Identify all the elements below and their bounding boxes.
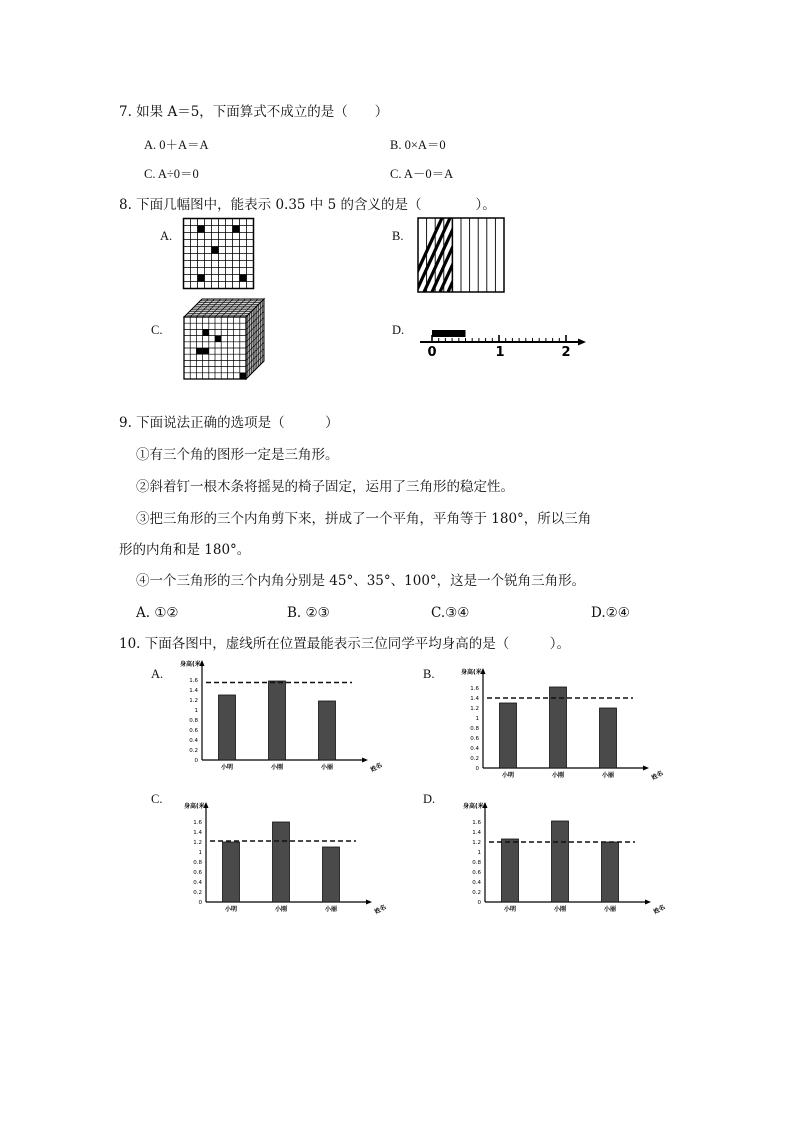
y-tick-label: 1.4 <box>189 688 198 694</box>
shaded-square <box>198 226 205 233</box>
y-tick-label: 1.4 <box>472 830 481 836</box>
y-tick-label: 1.2 <box>470 706 479 712</box>
x-axis-arrow <box>643 766 649 771</box>
y-tick-label: 0.2 <box>189 748 198 754</box>
y-tick-label: 0.4 <box>472 880 481 886</box>
q7-option-b[interactable]: B. 0×A＝0 <box>390 138 446 152</box>
height-bar-chart-c <box>176 798 388 916</box>
y-tick-label: 1.6 <box>472 820 481 826</box>
x-axis-label: 姓名 <box>373 903 388 916</box>
x-category-label: 小丽 <box>324 906 338 913</box>
q9-statement-1: ①有三个角的图形一定是三角形。 <box>136 447 339 463</box>
y-tick-label: 1.4 <box>193 830 202 836</box>
bar-小丽 <box>600 708 617 768</box>
shaded-cube <box>196 348 202 354</box>
q9-option-c[interactable]: C.③④ <box>431 605 470 621</box>
q9-statement-2: ②斜着钉一根木条将摇晃的椅子固定，运用了三角形的稳定性。 <box>136 479 514 495</box>
y-tick-label: 1 <box>194 708 198 714</box>
bar-小刚 <box>273 822 290 902</box>
x-category-label: 小明 <box>220 764 234 771</box>
q8-option-d-label[interactable]: D. <box>392 323 405 337</box>
y-tick-label: 0.8 <box>193 860 202 866</box>
shaded-cube <box>240 373 246 379</box>
y-axis-label: 身高(米) <box>184 803 208 810</box>
q10-option-a-label[interactable]: A. <box>151 667 164 681</box>
y-tick-label: 0 <box>198 900 202 906</box>
q9-option-a[interactable]: A. ①② <box>136 605 179 621</box>
bar-小丽 <box>602 842 619 902</box>
q10-option-b-label[interactable]: B. <box>423 667 435 681</box>
y-axis-label: 身高(米) <box>180 661 204 668</box>
shaded-square <box>198 275 205 282</box>
x-axis-arrow <box>645 900 651 905</box>
q7-stem: 7. 如果 A＝5，下面算式不成立的是（ ） <box>119 104 389 120</box>
x-category-label: 小明 <box>503 906 517 913</box>
q9-statement-3-cont: 形的内角和是 180°。 <box>119 542 251 558</box>
y-tick-label: 0.8 <box>189 718 198 724</box>
y-tick-label: 0.4 <box>193 880 202 886</box>
y-axis-label: 身高(米) <box>461 669 485 676</box>
numberline-tick-0: 0 <box>427 345 437 360</box>
q9-statement-4: ④一个三角形的三个内角分别是 45°、35°、100°，这是一个锐角三角形。 <box>136 573 586 589</box>
q9-option-b[interactable]: B. ②③ <box>287 605 330 621</box>
y-tick-label: 0.2 <box>472 890 481 896</box>
x-category-label: 小丽 <box>601 772 615 779</box>
q8-option-b-label[interactable]: B. <box>392 229 404 243</box>
y-tick-label: 1.6 <box>189 678 198 684</box>
q8-option-c-label[interactable]: C. <box>151 323 163 337</box>
y-tick-label: 0.6 <box>193 870 202 876</box>
y-tick-label: 1.4 <box>470 696 479 702</box>
x-axis-arrow <box>366 900 372 905</box>
y-tick-label: 0.2 <box>193 890 202 896</box>
x-category-label: 小丽 <box>320 764 334 771</box>
y-tick-label: 1 <box>198 850 202 856</box>
q9-stem: 9. 下面说法正确的选项是（ ） <box>119 415 339 431</box>
height-bar-chart-b <box>453 664 665 782</box>
y-tick-label: 0.4 <box>470 746 479 752</box>
shaded-cube <box>203 348 209 354</box>
shaded-segment <box>432 330 466 337</box>
y-tick-label: 0 <box>477 900 481 906</box>
q10-option-c-label[interactable]: C. <box>151 792 163 806</box>
shaded-square <box>240 275 247 282</box>
x-category-label: 小明 <box>224 906 238 913</box>
y-tick-label: 0.8 <box>472 860 481 866</box>
q7-option-c[interactable]: C. A÷0＝0 <box>144 167 199 181</box>
number-line-figure <box>416 320 586 360</box>
bar-小明 <box>219 695 236 760</box>
x-category-label: 小丽 <box>603 906 617 913</box>
y-tick-label: 1 <box>475 716 479 722</box>
q7-option-d[interactable]: C. A－0＝A <box>390 167 454 181</box>
y-tick-label: 0 <box>194 758 198 764</box>
y-tick-label: 1.6 <box>470 686 479 692</box>
x-category-label: 小刚 <box>274 906 288 913</box>
x-axis-label: 姓名 <box>369 761 384 774</box>
y-tick-label: 1.2 <box>193 840 202 846</box>
y-tick-label: 0.2 <box>470 756 479 762</box>
shaded-cube <box>215 336 221 342</box>
thousand-cube-figure <box>182 297 267 383</box>
shaded-square <box>233 226 240 233</box>
height-bar-chart-a <box>172 656 384 774</box>
q9-statement-3: ③把三角形的三个内角剪下来，拼成了一个平角，平角等于 180°，所以三角 <box>136 511 592 527</box>
y-tick-label: 0.6 <box>472 870 481 876</box>
y-tick-label: 0 <box>475 766 479 772</box>
y-tick-label: 0.6 <box>470 736 479 742</box>
bar-小刚 <box>269 681 286 760</box>
q8-stem: 8. 下面几幅图中，能表示 0.35 中 5 的含义的是（ ）。 <box>119 197 496 213</box>
x-category-label: 小刚 <box>551 772 565 779</box>
q7-option-a[interactable]: A. 0＋A＝A <box>144 138 209 152</box>
bar-小刚 <box>552 821 569 902</box>
bar-小明 <box>223 842 240 902</box>
bar-小明 <box>500 703 517 768</box>
y-tick-label: 0.6 <box>189 728 198 734</box>
x-category-label: 小刚 <box>553 906 567 913</box>
y-tick-label: 1 <box>477 850 481 856</box>
x-category-label: 小刚 <box>270 764 284 771</box>
bar-小丽 <box>323 847 340 902</box>
bar-小明 <box>502 839 519 902</box>
y-tick-label: 1.6 <box>193 820 202 826</box>
y-tick-label: 1.2 <box>472 840 481 846</box>
x-axis-label: 姓名 <box>652 903 667 916</box>
x-category-label: 小明 <box>501 772 515 779</box>
y-axis-label: 身高(米) <box>463 803 487 810</box>
hundred-grid-figure <box>183 218 255 290</box>
y-tick-label: 1.2 <box>189 698 198 704</box>
x-axis-label: 姓名 <box>650 769 665 782</box>
y-tick-label: 0.8 <box>470 726 479 732</box>
q9-option-d[interactable]: D.②④ <box>591 605 630 621</box>
q10-option-d-label[interactable]: D. <box>423 792 436 806</box>
bar-小丽 <box>319 701 336 760</box>
height-bar-chart-d <box>455 798 667 916</box>
numberline-tick-2: 2 <box>561 345 571 360</box>
shaded-square <box>212 247 219 254</box>
number-line-arrow <box>578 339 586 346</box>
hatched-strips-figure <box>417 217 505 293</box>
bar-小刚 <box>550 687 567 768</box>
numberline-tick-1: 1 <box>495 345 505 360</box>
x-axis-arrow <box>362 758 368 763</box>
q10-stem: 10. 下面各图中，虚线所在位置最能表示三位同学平均身高的是（ ）。 <box>119 636 571 652</box>
q8-option-a-label[interactable]: A. <box>160 229 173 243</box>
y-tick-label: 0.4 <box>189 738 198 744</box>
shaded-cube <box>203 329 209 335</box>
